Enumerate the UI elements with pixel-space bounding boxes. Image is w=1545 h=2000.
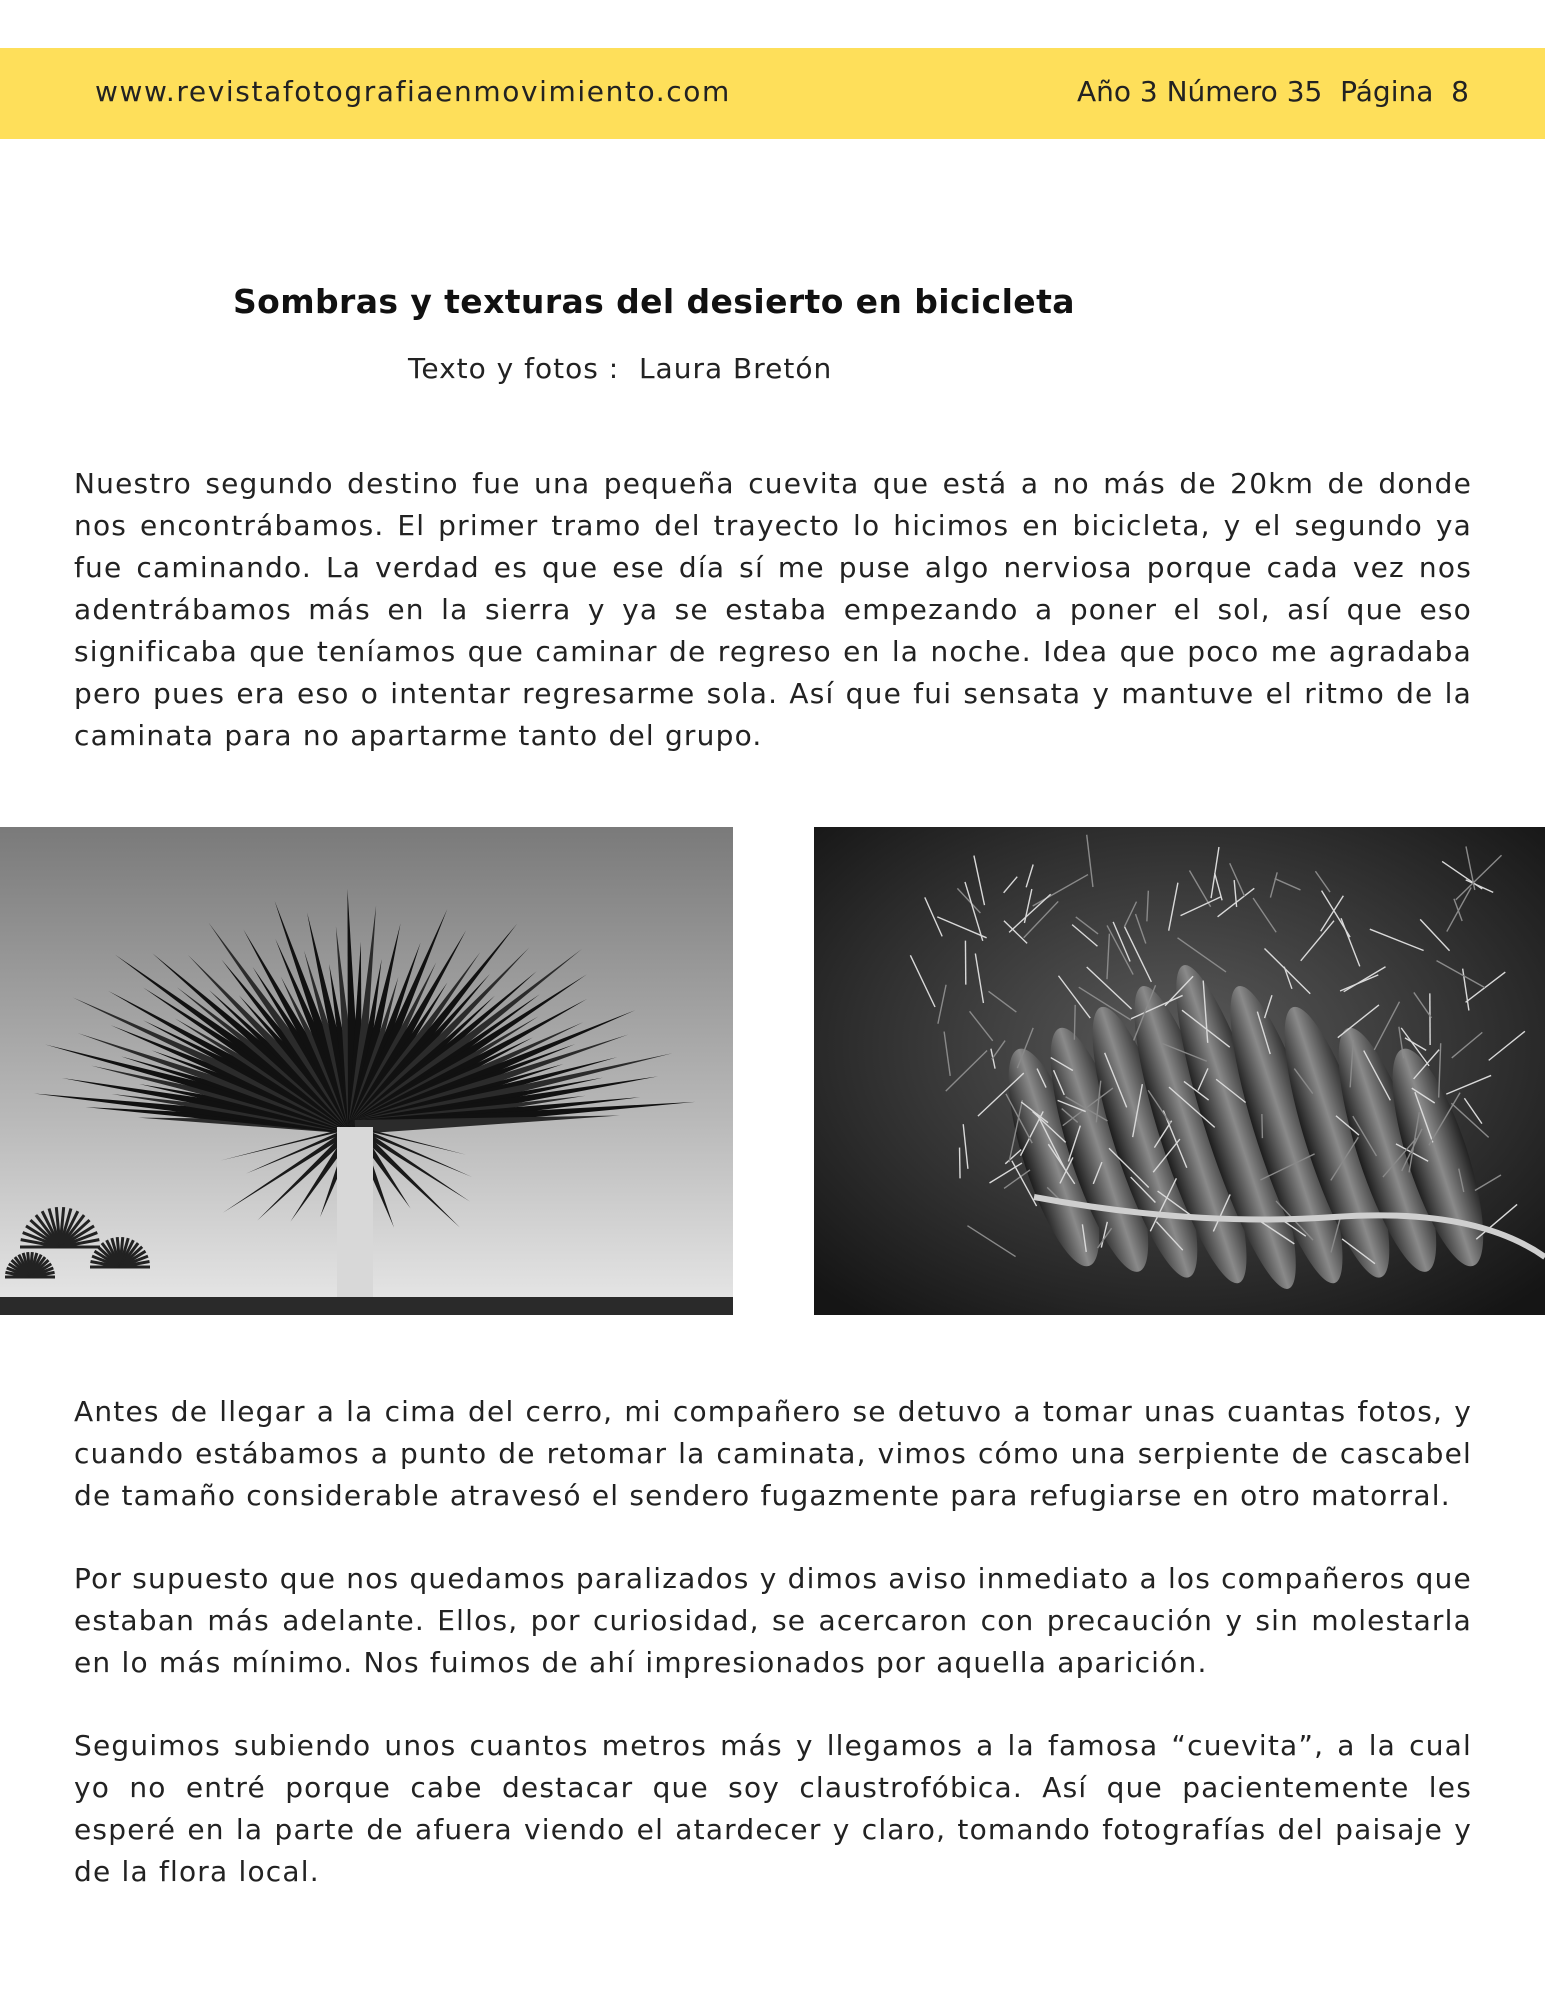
paragraph-caution: Por supuesto que nos quedamos paralizados y dimos aviso inmediato a los compañeros que estaban más adelante. Ellos, por curiosidad, se acercaron con precaución y sin molestarla en lo más mínimo. Nos fuimos de ahí impresionados por aquella aparición. xyxy=(74,1562,1472,1679)
yucca-photo xyxy=(0,827,733,1315)
paragraph-intro: Nuestro segundo destino fue una pequeña cuevita que está a no más de 20km de donde nos encontrábamos. El primer tramo del trayecto lo hicimos en bicicleta, y el segundo ya fue caminando. La verdad es que ese día sí me puse algo nerviosa porque cada vez nos adentrábamos más en la sierra y ya se estaba empezando a poner el sol, así que eso significaba que teníamos que caminar de regreso en la noche. Idea que poco me agradaba pero pues era eso o intentar regresarme sola. Así que fui sensata y mantuve el ritmo de la caminata para no apartarme tanto del grupo. xyxy=(74,467,1472,752)
paragraph-snake: Antes de llegar a la cima del cerro, mi compañero se detuvo a tomar unas cuantas fotos, y cuando estábamos a punto de retomar la caminata, vimos cómo una serpiente de cascabel de tamaño considerable atravesó el sendero fugazmente para refugiarse en otro matorral. xyxy=(74,1395,1472,1512)
yucca-image xyxy=(0,827,733,1315)
paragraph-cuevita: Seguimos subiendo unos cuantos metros más y llegamos a la famosa “cuevita”, a la cual yo no entré porque cabe destacar que soy claustrofóbica. Así que pacientemente les esperé en la parte de afuera viendo el atardecer y claro, tomando fotografías del paisaje y de la flora local. xyxy=(74,1729,1472,1888)
issue-page-info: Año 3 Número 35 Página 8 xyxy=(1076,75,1469,108)
article-title: Sombras y texturas del desierto en bicicleta xyxy=(233,282,1075,321)
header-bar xyxy=(0,48,1545,139)
cactus-image xyxy=(814,827,1545,1315)
cactus-photo xyxy=(814,827,1545,1315)
website-url[interactable]: www.revistafotografiaenmovimiento.com xyxy=(95,75,731,108)
article-byline: Texto y fotos : Laura Bretón xyxy=(408,352,833,385)
